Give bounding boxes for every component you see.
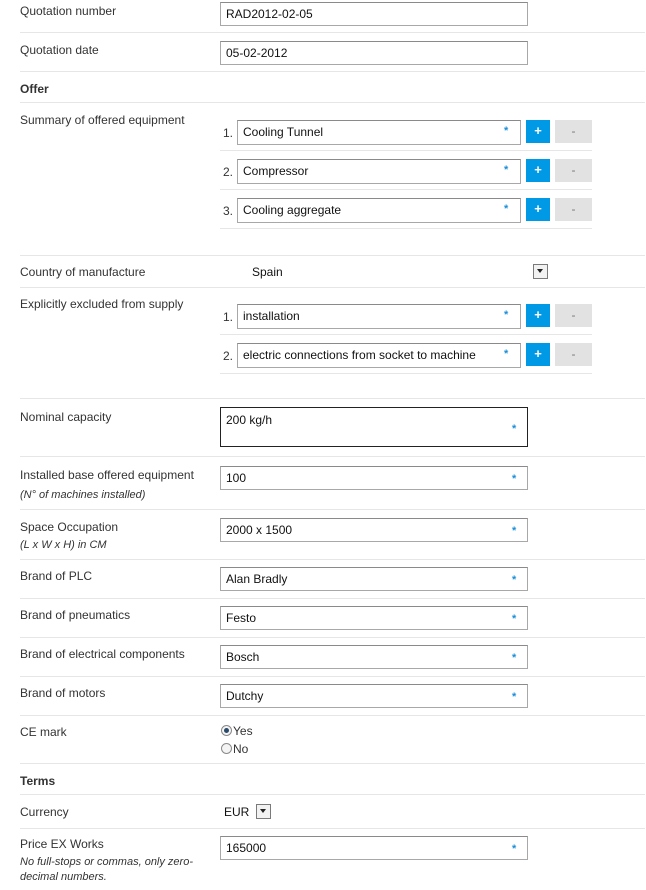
- price-hint: No full-stops or commas, only zero-decimal numbers.: [20, 856, 193, 883]
- country-dropdown-icon[interactable]: [533, 264, 548, 279]
- space-occupation-value: 2000 x 1500: [226, 523, 293, 537]
- divider: [20, 287, 645, 288]
- divider: [20, 559, 645, 560]
- installed-base-label: Installed base offered equipment: [20, 468, 194, 482]
- quotation-number-input[interactable]: [220, 2, 528, 26]
- ce-no-radio[interactable]: [221, 743, 232, 754]
- divider: [220, 334, 592, 335]
- electrical-brand-label: Brand of electrical components: [20, 647, 185, 661]
- add-item-button[interactable]: +: [526, 343, 550, 366]
- excluded-item-value: electric connections from socket to machine: [243, 348, 476, 362]
- excluded-item-number: 2.: [223, 349, 234, 363]
- capacity-label: Nominal capacity: [20, 410, 112, 424]
- country-label: Country of manufacture: [20, 265, 146, 279]
- capacity-textarea[interactable]: [220, 407, 528, 447]
- divider: [20, 32, 645, 33]
- divider: [20, 102, 645, 103]
- quotation-date-label: Quotation date: [20, 43, 99, 57]
- electrical-brand-value: Bosch: [226, 650, 260, 664]
- excluded-item-input[interactable]: [237, 304, 521, 329]
- currency-dropdown-icon[interactable]: [256, 804, 271, 819]
- ce-yes-radio[interactable]: [221, 725, 232, 736]
- add-item-button[interactable]: +: [526, 159, 550, 182]
- required-icon: *: [512, 525, 517, 537]
- divider: [20, 509, 645, 510]
- divider: [20, 255, 645, 256]
- quotation-date-value: 05-02-2012: [226, 46, 288, 60]
- electrical-brand-input[interactable]: [220, 645, 528, 669]
- quotation-number-value: RAD2012-02-05: [226, 7, 313, 21]
- divider: [20, 598, 645, 599]
- remove-item-button[interactable]: -: [555, 159, 592, 182]
- required-icon: *: [512, 613, 517, 625]
- required-icon: *: [504, 125, 509, 137]
- summary-item-input[interactable]: [237, 198, 521, 223]
- required-icon: *: [504, 164, 509, 176]
- currency-label: Currency: [20, 805, 69, 819]
- add-item-button[interactable]: +: [526, 120, 550, 143]
- divider: [20, 456, 645, 457]
- terms-heading: Terms: [20, 774, 56, 788]
- summary-item-number: 2.: [223, 165, 234, 179]
- excluded-label: Explicitly excluded from supply: [20, 297, 184, 311]
- price-value: 165000: [226, 841, 267, 855]
- required-icon: *: [512, 473, 517, 485]
- divider: [20, 794, 645, 795]
- excluded-item-number: 1.: [223, 310, 234, 324]
- summary-item-value: Cooling aggregate: [243, 203, 342, 217]
- summary-item-input[interactable]: [237, 159, 521, 184]
- price-input[interactable]: [220, 836, 528, 860]
- required-icon: *: [504, 309, 509, 321]
- plc-brand-label: Brand of PLC: [20, 569, 93, 583]
- required-icon: *: [512, 652, 517, 664]
- motors-brand-value: Dutchy: [226, 689, 264, 703]
- remove-item-button[interactable]: -: [555, 304, 592, 327]
- divider: [220, 150, 592, 151]
- remove-item-button[interactable]: -: [555, 120, 592, 143]
- divider: [20, 398, 645, 399]
- plc-brand-input[interactable]: [220, 567, 528, 591]
- offer-heading: Offer: [20, 82, 49, 96]
- required-icon: *: [504, 203, 509, 215]
- pneumatics-brand-label: Brand of pneumatics: [20, 608, 131, 622]
- divider: [20, 71, 645, 72]
- quotation-number-label: Quotation number: [20, 4, 117, 18]
- add-item-button[interactable]: +: [526, 304, 550, 327]
- space-occupation-hint: (L x W x H) in CM: [20, 539, 107, 551]
- divider: [20, 828, 645, 829]
- summary-item-input[interactable]: [237, 120, 521, 145]
- add-item-button[interactable]: +: [526, 198, 550, 221]
- excluded-item-input[interactable]: [237, 343, 521, 368]
- installed-base-value: 100: [226, 471, 247, 485]
- summary-item-number: 1.: [223, 126, 234, 140]
- required-icon: *: [512, 691, 517, 703]
- remove-item-button[interactable]: -: [555, 198, 592, 221]
- ce-mark-label: CE mark: [20, 725, 67, 739]
- country-select-value[interactable]: Spain: [252, 265, 283, 279]
- motors-brand-input[interactable]: [220, 684, 528, 708]
- divider: [20, 676, 645, 677]
- plc-brand-value: Alan Bradly: [226, 572, 288, 586]
- divider: [220, 189, 592, 190]
- summary-item-number: 3.: [223, 204, 234, 218]
- space-occupation-input[interactable]: [220, 518, 528, 542]
- summary-item-value: Cooling Tunnel: [243, 125, 324, 139]
- remove-item-button[interactable]: -: [555, 343, 592, 366]
- pneumatics-brand-input[interactable]: [220, 606, 528, 630]
- required-icon: *: [512, 843, 517, 855]
- excluded-item-value: installation: [243, 309, 300, 323]
- quotation-date-input[interactable]: [220, 41, 528, 65]
- installed-base-hint: (N° of machines installed): [20, 489, 146, 501]
- pneumatics-brand-value: Festo: [226, 611, 257, 625]
- divider: [220, 373, 592, 374]
- capacity-value: 200 kg/h: [226, 413, 273, 427]
- summary-item-value: Compressor: [243, 164, 309, 178]
- ce-yes-label: Yes: [233, 724, 253, 738]
- required-icon: *: [512, 574, 517, 586]
- space-occupation-label: Space Occupation: [20, 520, 119, 534]
- required-icon: *: [504, 348, 509, 360]
- currency-select-value[interactable]: EUR: [224, 805, 250, 819]
- divider: [20, 715, 645, 716]
- divider: [20, 637, 645, 638]
- price-label: Price EX Works: [20, 837, 104, 851]
- required-icon: *: [512, 423, 517, 435]
- summary-label: Summary of offered equipment: [20, 113, 185, 127]
- divider: [220, 228, 592, 229]
- ce-no-label: No: [233, 742, 249, 756]
- motors-brand-label: Brand of motors: [20, 686, 106, 700]
- divider: [20, 763, 645, 764]
- installed-base-input[interactable]: [220, 466, 528, 490]
